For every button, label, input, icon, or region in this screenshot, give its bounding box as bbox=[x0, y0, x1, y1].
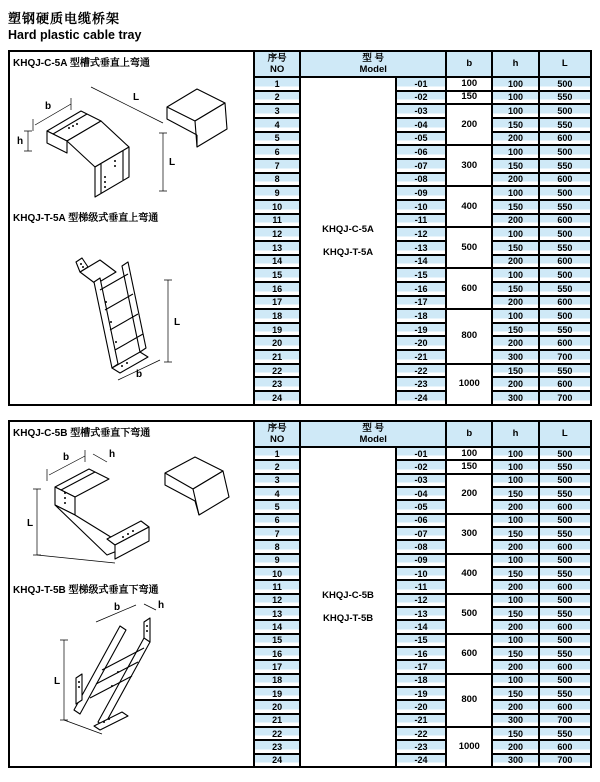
l-value-cell: 550 bbox=[539, 282, 591, 296]
row-number-cell: 22 bbox=[254, 727, 300, 740]
l-value-cell: 550 bbox=[539, 460, 591, 473]
dim-b-label: b bbox=[113, 602, 120, 613]
model-suffix-cell: -18 bbox=[396, 309, 446, 323]
row-number-cell: 12 bbox=[254, 227, 300, 241]
b-value-cell: 150 bbox=[446, 91, 492, 105]
model-suffix-cell: -15 bbox=[396, 634, 446, 647]
h-value-cell: 100 bbox=[492, 309, 538, 323]
model-suffix-cell: -09 bbox=[396, 186, 446, 200]
l-value-cell: 500 bbox=[539, 186, 591, 200]
b-value-cell: 1000 bbox=[446, 727, 492, 767]
h-value-cell: 100 bbox=[492, 514, 538, 527]
model-suffix-cell: -23 bbox=[396, 740, 446, 753]
model-suffix-cell: -11 bbox=[396, 214, 446, 228]
l-value-cell: 600 bbox=[539, 660, 591, 673]
h-value-cell: 150 bbox=[492, 727, 538, 740]
model-suffix-cell: -08 bbox=[396, 173, 446, 187]
model-suffix-cell: -17 bbox=[396, 296, 446, 310]
col-header-no-en: NO bbox=[270, 64, 285, 75]
row-number-cell: 7 bbox=[254, 527, 300, 540]
h-value-cell: 100 bbox=[492, 554, 538, 567]
dim-h-label: h bbox=[16, 136, 23, 147]
l-value-cell: 600 bbox=[539, 214, 591, 228]
l-value-cell: 600 bbox=[539, 296, 591, 310]
b-value-cell: 100 bbox=[446, 447, 492, 460]
l-value-cell: 500 bbox=[539, 554, 591, 567]
row-number-cell: 21 bbox=[254, 350, 300, 364]
h-value-cell: 200 bbox=[492, 296, 538, 310]
col-header-model-en: Model bbox=[359, 64, 387, 75]
channel-up-bend-drawing bbox=[15, 73, 249, 199]
row-number-cell: 18 bbox=[254, 674, 300, 687]
h-value-cell: 100 bbox=[492, 77, 538, 91]
h-value-cell: 150 bbox=[492, 159, 538, 173]
row-number-cell: 24 bbox=[254, 391, 300, 405]
model-suffix-cell: -06 bbox=[396, 514, 446, 527]
model-suffix-cell: -14 bbox=[396, 620, 446, 633]
model-name: KHQJ-T-5A bbox=[322, 246, 374, 258]
row-number-cell: 12 bbox=[254, 594, 300, 607]
row-number-cell: 4 bbox=[254, 487, 300, 500]
spec-table-5a bbox=[253, 50, 592, 406]
row-number-cell: 15 bbox=[254, 634, 300, 647]
model-suffix-cell: -15 bbox=[396, 268, 446, 282]
model-suffix-cell: -06 bbox=[396, 145, 446, 159]
l-value-cell: 550 bbox=[539, 91, 591, 105]
model-suffix-cell: -04 bbox=[396, 118, 446, 132]
model-suffix-cell: -13 bbox=[396, 607, 446, 620]
model-suffix-cell: -18 bbox=[396, 674, 446, 687]
model-suffix-cell: -08 bbox=[396, 540, 446, 553]
model-name: KHQJ-T-5B bbox=[322, 612, 374, 624]
ladder-down-bend-drawing bbox=[32, 598, 232, 750]
h-value-cell: 200 bbox=[492, 336, 538, 350]
drawing-box-5b bbox=[8, 420, 253, 768]
drawing-label-t5a: KHQJ-T-5A 型梯级式垂直上弯通 bbox=[13, 213, 159, 224]
l-value-cell: 700 bbox=[539, 714, 591, 727]
dim-l1-label: L bbox=[132, 92, 139, 103]
h-value-cell: 100 bbox=[492, 268, 538, 282]
row-number-cell: 4 bbox=[254, 118, 300, 132]
page-header bbox=[8, 8, 592, 42]
row-number-cell: 6 bbox=[254, 514, 300, 527]
model-suffix-cell: -05 bbox=[396, 132, 446, 146]
row-number-cell: 2 bbox=[254, 91, 300, 105]
b-value-cell: 1000 bbox=[446, 364, 492, 405]
l-value-cell: 600 bbox=[539, 740, 591, 753]
h-value-cell: 150 bbox=[492, 487, 538, 500]
b-value-cell: 500 bbox=[446, 594, 492, 634]
col-header-no-zh: 序号 bbox=[267, 52, 287, 64]
h-value-cell: 200 bbox=[492, 214, 538, 228]
l-value-cell: 550 bbox=[539, 323, 591, 337]
h-value-cell: 150 bbox=[492, 282, 538, 296]
l-value-cell: 500 bbox=[539, 447, 591, 460]
model-suffix-cell: -21 bbox=[396, 714, 446, 727]
model-suffix-cell: -12 bbox=[396, 594, 446, 607]
h-value-cell: 200 bbox=[492, 377, 538, 391]
col-header-no-en: NO bbox=[270, 434, 285, 445]
col-header-model-en: Model bbox=[359, 434, 387, 445]
model-suffix-cell: -02 bbox=[396, 460, 446, 473]
h-value-cell: 150 bbox=[492, 527, 538, 540]
h-value-cell: 200 bbox=[492, 132, 538, 146]
b-value-cell: 600 bbox=[446, 634, 492, 674]
l-value-cell: 500 bbox=[539, 514, 591, 527]
b-value-cell: 200 bbox=[446, 474, 492, 514]
h-value-cell: 150 bbox=[492, 687, 538, 700]
row-number-cell: 24 bbox=[254, 754, 300, 767]
h-value-cell: 200 bbox=[492, 173, 538, 187]
header-row bbox=[254, 421, 591, 447]
row-number-cell: 9 bbox=[254, 554, 300, 567]
dim-h-label: h bbox=[157, 600, 164, 611]
b-value-cell: 100 bbox=[446, 77, 492, 91]
row-number-cell: 16 bbox=[254, 282, 300, 296]
dim-l-label: L bbox=[173, 317, 180, 328]
l-value-cell: 550 bbox=[539, 487, 591, 500]
dim-b-label: b bbox=[135, 369, 142, 380]
h-value-cell: 300 bbox=[492, 714, 538, 727]
h-value-cell: 150 bbox=[492, 607, 538, 620]
h-value-cell: 100 bbox=[492, 634, 538, 647]
row-number-cell: 5 bbox=[254, 500, 300, 513]
model-suffix-cell: -16 bbox=[396, 647, 446, 660]
l-value-cell: 500 bbox=[539, 674, 591, 687]
b-value-cell: 600 bbox=[446, 268, 492, 309]
model-suffix-cell: -20 bbox=[396, 700, 446, 713]
row-number-cell: 22 bbox=[254, 364, 300, 378]
col-header-l: L bbox=[539, 51, 591, 77]
h-value-cell: 200 bbox=[492, 540, 538, 553]
model-suffix-cell: -11 bbox=[396, 580, 446, 593]
model-suffix-cell: -07 bbox=[396, 159, 446, 173]
model-suffix-cell: -01 bbox=[396, 77, 446, 91]
dim-l-label: L bbox=[26, 518, 33, 529]
l-value-cell: 550 bbox=[539, 647, 591, 660]
model-suffix-cell: -09 bbox=[396, 554, 446, 567]
row-number-cell: 3 bbox=[254, 104, 300, 118]
page-title-zh: 塑钢硬质电缆桥架 bbox=[8, 11, 121, 26]
model-name-cell bbox=[300, 77, 396, 405]
dim-h-label: h bbox=[108, 449, 115, 460]
dim-b-label: b bbox=[62, 452, 69, 463]
l-value-cell: 600 bbox=[539, 700, 591, 713]
model-suffix-cell: -10 bbox=[396, 200, 446, 214]
l-value-cell: 600 bbox=[539, 620, 591, 633]
dim-b-label: b bbox=[44, 101, 51, 112]
drawing-label-t5b: KHQJ-T-5B 型梯级式垂直下弯通 bbox=[13, 585, 159, 596]
ladder-up-bend-drawing bbox=[32, 226, 232, 384]
row-number-cell: 17 bbox=[254, 296, 300, 310]
h-value-cell: 100 bbox=[492, 186, 538, 200]
model-suffix-cell: -22 bbox=[396, 727, 446, 740]
l-value-cell: 700 bbox=[539, 350, 591, 364]
row-number-cell: 13 bbox=[254, 241, 300, 255]
row-number-cell: 6 bbox=[254, 145, 300, 159]
l-value-cell: 550 bbox=[539, 241, 591, 255]
row-number-cell: 8 bbox=[254, 540, 300, 553]
header-row bbox=[254, 51, 591, 77]
h-value-cell: 300 bbox=[492, 350, 538, 364]
model-suffix-cell: -12 bbox=[396, 227, 446, 241]
col-header-l: L bbox=[539, 421, 591, 447]
model-suffix-cell: -20 bbox=[396, 336, 446, 350]
h-value-cell: 150 bbox=[492, 364, 538, 378]
col-header-model bbox=[300, 421, 446, 447]
b-value-cell: 500 bbox=[446, 227, 492, 268]
model-suffix-cell: -07 bbox=[396, 527, 446, 540]
drawing-box-5a bbox=[8, 50, 253, 406]
l-value-cell: 600 bbox=[539, 500, 591, 513]
col-header-h: h bbox=[492, 51, 538, 77]
h-value-cell: 100 bbox=[492, 594, 538, 607]
h-value-cell: 100 bbox=[492, 674, 538, 687]
model-suffix-cell: -03 bbox=[396, 104, 446, 118]
row-number-cell: 20 bbox=[254, 700, 300, 713]
h-value-cell: 200 bbox=[492, 620, 538, 633]
row-number-cell: 2 bbox=[254, 460, 300, 473]
h-value-cell: 150 bbox=[492, 118, 538, 132]
h-value-cell: 100 bbox=[492, 104, 538, 118]
table-row bbox=[254, 447, 591, 460]
h-value-cell: 100 bbox=[492, 447, 538, 460]
model-suffix-cell: -13 bbox=[396, 241, 446, 255]
model-suffix-cell: -02 bbox=[396, 91, 446, 105]
b-value-cell: 400 bbox=[446, 554, 492, 594]
row-number-cell: 8 bbox=[254, 173, 300, 187]
col-header-b: b bbox=[446, 421, 492, 447]
l-value-cell: 700 bbox=[539, 754, 591, 767]
row-number-cell: 18 bbox=[254, 309, 300, 323]
l-value-cell: 600 bbox=[539, 336, 591, 350]
col-header-model-zh: 型 号 bbox=[362, 422, 385, 434]
panel-5a bbox=[8, 50, 592, 406]
model-suffix-cell: -19 bbox=[396, 687, 446, 700]
row-number-cell: 11 bbox=[254, 214, 300, 228]
row-number-cell: 15 bbox=[254, 268, 300, 282]
dim-l-label: L bbox=[53, 676, 60, 687]
h-value-cell: 200 bbox=[492, 500, 538, 513]
l-value-cell: 550 bbox=[539, 527, 591, 540]
l-value-cell: 500 bbox=[539, 594, 591, 607]
h-value-cell: 200 bbox=[492, 700, 538, 713]
l-value-cell: 500 bbox=[539, 227, 591, 241]
model-suffix-cell: -16 bbox=[396, 282, 446, 296]
model-suffix-cell: -19 bbox=[396, 323, 446, 337]
model-suffix-cell: -05 bbox=[396, 500, 446, 513]
drawing-label-c5a: KHQJ-C-5A 型槽式垂直上弯通 bbox=[13, 58, 150, 69]
b-value-cell: 800 bbox=[446, 674, 492, 727]
spec-table-body-5b bbox=[254, 447, 591, 767]
l-value-cell: 500 bbox=[539, 474, 591, 487]
row-number-cell: 5 bbox=[254, 132, 300, 146]
h-value-cell: 100 bbox=[492, 91, 538, 105]
row-number-cell: 16 bbox=[254, 647, 300, 660]
channel-down-bend-drawing bbox=[15, 443, 249, 571]
h-value-cell: 150 bbox=[492, 323, 538, 337]
l-value-cell: 600 bbox=[539, 255, 591, 269]
col-header-no bbox=[254, 421, 300, 447]
l-value-cell: 700 bbox=[539, 391, 591, 405]
l-value-cell: 550 bbox=[539, 607, 591, 620]
l-value-cell: 600 bbox=[539, 377, 591, 391]
b-value-cell: 200 bbox=[446, 104, 492, 145]
col-header-model-zh: 型 号 bbox=[362, 52, 385, 64]
row-number-cell: 19 bbox=[254, 687, 300, 700]
h-value-cell: 150 bbox=[492, 241, 538, 255]
col-header-h: h bbox=[492, 421, 538, 447]
model-suffix-cell: -22 bbox=[396, 364, 446, 378]
b-value-cell: 150 bbox=[446, 460, 492, 473]
l-value-cell: 500 bbox=[539, 77, 591, 91]
h-value-cell: 200 bbox=[492, 740, 538, 753]
row-number-cell: 1 bbox=[254, 77, 300, 91]
row-number-cell: 21 bbox=[254, 714, 300, 727]
h-value-cell: 300 bbox=[492, 391, 538, 405]
row-number-cell: 9 bbox=[254, 186, 300, 200]
row-number-cell: 13 bbox=[254, 607, 300, 620]
row-number-cell: 14 bbox=[254, 620, 300, 633]
b-value-cell: 800 bbox=[446, 309, 492, 364]
l-value-cell: 550 bbox=[539, 118, 591, 132]
row-number-cell: 7 bbox=[254, 159, 300, 173]
model-name-cell bbox=[300, 447, 396, 767]
l-value-cell: 550 bbox=[539, 364, 591, 378]
l-value-cell: 500 bbox=[539, 309, 591, 323]
l-value-cell: 550 bbox=[539, 687, 591, 700]
row-number-cell: 10 bbox=[254, 200, 300, 214]
h-value-cell: 150 bbox=[492, 567, 538, 580]
row-number-cell: 20 bbox=[254, 336, 300, 350]
l-value-cell: 600 bbox=[539, 132, 591, 146]
h-value-cell: 200 bbox=[492, 660, 538, 673]
spec-table-5b bbox=[253, 420, 592, 768]
l-value-cell: 550 bbox=[539, 727, 591, 740]
l-value-cell: 500 bbox=[539, 634, 591, 647]
panel-5b bbox=[8, 420, 592, 768]
h-value-cell: 150 bbox=[492, 200, 538, 214]
row-number-cell: 23 bbox=[254, 377, 300, 391]
b-value-cell: 400 bbox=[446, 186, 492, 227]
model-suffix-cell: -24 bbox=[396, 754, 446, 767]
row-number-cell: 19 bbox=[254, 323, 300, 337]
col-header-model bbox=[300, 51, 446, 77]
spec-table-body-5a bbox=[254, 77, 591, 405]
model-suffix-cell: -04 bbox=[396, 487, 446, 500]
b-value-cell: 300 bbox=[446, 514, 492, 554]
l-value-cell: 500 bbox=[539, 145, 591, 159]
row-number-cell: 23 bbox=[254, 740, 300, 753]
model-suffix-cell: -03 bbox=[396, 474, 446, 487]
l-value-cell: 550 bbox=[539, 200, 591, 214]
model-suffix-cell: -01 bbox=[396, 447, 446, 460]
l-value-cell: 550 bbox=[539, 567, 591, 580]
model-suffix-cell: -23 bbox=[396, 377, 446, 391]
col-header-no-zh: 序号 bbox=[267, 422, 287, 434]
l-value-cell: 600 bbox=[539, 173, 591, 187]
model-suffix-cell: -17 bbox=[396, 660, 446, 673]
model-name: KHQJ-C-5B bbox=[322, 589, 374, 601]
h-value-cell: 150 bbox=[492, 647, 538, 660]
row-number-cell: 14 bbox=[254, 255, 300, 269]
l-value-cell: 600 bbox=[539, 540, 591, 553]
l-value-cell: 600 bbox=[539, 580, 591, 593]
h-value-cell: 100 bbox=[492, 145, 538, 159]
model-suffix-cell: -10 bbox=[396, 567, 446, 580]
model-suffix-cell: -14 bbox=[396, 255, 446, 269]
col-header-b: b bbox=[446, 51, 492, 77]
table-row bbox=[254, 77, 591, 91]
l-value-cell: 500 bbox=[539, 104, 591, 118]
h-value-cell: 100 bbox=[492, 474, 538, 487]
h-value-cell: 300 bbox=[492, 754, 538, 767]
h-value-cell: 100 bbox=[492, 460, 538, 473]
drawing-label-c5b: KHQJ-C-5B 型槽式垂直下弯通 bbox=[13, 428, 151, 439]
model-suffix-cell: -24 bbox=[396, 391, 446, 405]
page-title-en: Hard plastic cable tray bbox=[8, 28, 142, 42]
row-number-cell: 10 bbox=[254, 567, 300, 580]
row-number-cell: 11 bbox=[254, 580, 300, 593]
col-header-no bbox=[254, 51, 300, 77]
h-value-cell: 200 bbox=[492, 255, 538, 269]
model-suffix-cell: -21 bbox=[396, 350, 446, 364]
h-value-cell: 100 bbox=[492, 227, 538, 241]
h-value-cell: 200 bbox=[492, 580, 538, 593]
b-value-cell: 300 bbox=[446, 145, 492, 186]
l-value-cell: 500 bbox=[539, 268, 591, 282]
row-number-cell: 17 bbox=[254, 660, 300, 673]
row-number-cell: 3 bbox=[254, 474, 300, 487]
l-value-cell: 550 bbox=[539, 159, 591, 173]
model-name: KHQJ-C-5A bbox=[322, 223, 374, 235]
row-number-cell: 1 bbox=[254, 447, 300, 460]
dim-l2-label: L bbox=[168, 157, 175, 168]
